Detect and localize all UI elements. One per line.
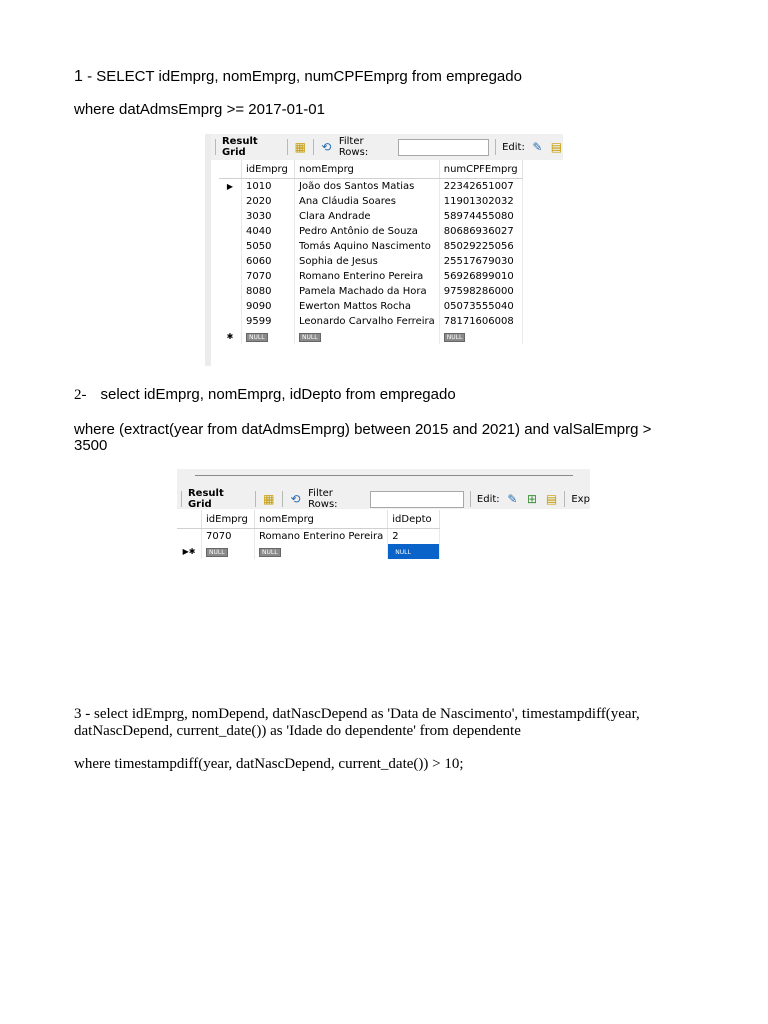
cell-nomEmprg[interactable]: Sophia de Jesus bbox=[295, 254, 440, 269]
toolbar-separator bbox=[181, 491, 182, 507]
table-row[interactable] bbox=[219, 254, 522, 269]
filter-rows-label: Filter Rows: bbox=[338, 136, 369, 158]
cell-nomEmprg[interactable]: Clara Andrade bbox=[295, 209, 440, 224]
table-row[interactable] bbox=[219, 314, 522, 329]
cell-nomEmprg[interactable]: João dos Santos Matias bbox=[295, 179, 440, 195]
null-badge: NULL bbox=[246, 333, 268, 342]
add-row-icon[interactable]: ▤ bbox=[550, 139, 563, 154]
cell-nomEmprg[interactable]: Pedro Antônio de Souza bbox=[295, 224, 440, 239]
form-view-icon[interactable]: ▦ bbox=[294, 139, 306, 154]
query-1-number: 1 bbox=[74, 68, 83, 85]
null-badge: NULL bbox=[206, 548, 228, 557]
add-row-icon[interactable]: ⊞ bbox=[526, 491, 538, 506]
cell-null-selected[interactable] bbox=[388, 544, 440, 559]
result-grid-panel-1 bbox=[205, 134, 563, 366]
cell-idEmprg[interactable]: 6060 bbox=[242, 254, 295, 269]
cell-numCPFEmprg[interactable]: 80686936027 bbox=[439, 224, 522, 239]
toolbar-separator bbox=[215, 139, 216, 155]
query-2-line-1 bbox=[74, 386, 456, 404]
cell-idEmprg[interactable]: 7070 bbox=[202, 529, 255, 545]
refresh-icon[interactable]: ⟲ bbox=[321, 139, 332, 154]
cell-idEmprg[interactable]: 5050 bbox=[242, 239, 295, 254]
null-badge: NULL bbox=[392, 548, 414, 557]
cell-idEmprg[interactable]: 9599 bbox=[242, 314, 295, 329]
result-grid-panel-2 bbox=[177, 469, 590, 560]
cell-numCPFEmprg[interactable]: 56926899010 bbox=[439, 269, 522, 284]
cell-idEmprg[interactable]: 2020 bbox=[242, 194, 295, 209]
grid-1-toolbar bbox=[211, 134, 563, 160]
query-1-line-2: where datAdmsEmprg >= 2017-01-01 bbox=[74, 101, 325, 118]
cell-nomEmprg[interactable]: Romano Enterino Pereira bbox=[295, 269, 440, 284]
table-row[interactable] bbox=[219, 269, 522, 284]
query-2-line-2: where (extract(year from datAdmsEmprg) between 2015 and 2021) and valSalEmprg > bbox=[74, 421, 652, 438]
new-row[interactable] bbox=[219, 329, 522, 344]
cell-nomEmprg[interactable]: Ewerton Mattos Rocha bbox=[295, 299, 440, 314]
grid-2-top-rule bbox=[195, 475, 573, 476]
cell-numCPFEmprg[interactable]: 78171606008 bbox=[439, 314, 522, 329]
row-indicator-header bbox=[219, 160, 242, 179]
cell-nomEmprg[interactable]: Pamela Machado da Hora bbox=[295, 284, 440, 299]
table-row[interactable] bbox=[177, 529, 440, 545]
table-row[interactable] bbox=[219, 224, 522, 239]
null-badge: NULL bbox=[444, 333, 466, 342]
cell-idEmprg[interactable]: 4040 bbox=[242, 224, 295, 239]
new-row-arrow-asterisk-icon: ▶✱ bbox=[177, 544, 202, 559]
row-indicator bbox=[219, 254, 242, 269]
null-badge: NULL bbox=[299, 333, 321, 342]
column-header-idEmprg[interactable]: idEmprg bbox=[202, 510, 255, 529]
grid-1-left-gutter bbox=[205, 134, 211, 366]
cell-null[interactable] bbox=[439, 329, 522, 344]
export-label[interactable]: Exp bbox=[571, 493, 590, 505]
current-row-arrow-icon: ▶ bbox=[219, 179, 242, 195]
cell-idEmprg[interactable]: 7070 bbox=[242, 269, 295, 284]
null-badge: NULL bbox=[259, 548, 281, 557]
cell-numCPFEmprg[interactable]: 85029225056 bbox=[439, 239, 522, 254]
cell-numCPFEmprg[interactable]: 05073555040 bbox=[439, 299, 522, 314]
cell-nomEmprg[interactable]: Tomás Aquino Nascimento bbox=[295, 239, 440, 254]
toolbar-separator bbox=[313, 139, 314, 155]
toolbar-separator bbox=[255, 491, 256, 507]
row-indicator-header bbox=[177, 510, 202, 529]
cell-null[interactable] bbox=[242, 329, 295, 344]
new-row[interactable] bbox=[177, 544, 440, 559]
query-3-line-3: where timestampdiff(year, datNascDepend, current_date()) > 10; bbox=[74, 756, 464, 772]
delete-row-icon[interactable]: ▤ bbox=[545, 491, 558, 506]
result-grid-tab[interactable]: Result Grid bbox=[187, 488, 224, 510]
table-row[interactable] bbox=[219, 299, 522, 314]
edit-label: Edit: bbox=[476, 493, 500, 505]
cell-null[interactable] bbox=[202, 544, 255, 559]
column-header-numCPFEmprg[interactable]: numCPFEmprg bbox=[439, 160, 522, 179]
toolbar-separator bbox=[470, 491, 471, 507]
table-row[interactable] bbox=[219, 239, 522, 254]
toolbar-separator bbox=[495, 139, 496, 155]
row-indicator bbox=[219, 299, 242, 314]
cell-numCPFEmprg[interactable]: 25517679030 bbox=[439, 254, 522, 269]
column-header-idDepto[interactable]: idDepto bbox=[388, 510, 440, 529]
table-row[interactable] bbox=[219, 284, 522, 299]
table-row[interactable] bbox=[219, 179, 522, 195]
edit-label: Edit: bbox=[502, 141, 525, 153]
edit-row-icon[interactable]: ✎ bbox=[532, 139, 543, 154]
form-view-icon[interactable]: ▦ bbox=[263, 491, 275, 506]
cell-idEmprg[interactable]: 9090 bbox=[242, 299, 295, 314]
cell-nomEmprg[interactable]: Leonardo Carvalho Ferreira bbox=[295, 314, 440, 329]
cell-numCPFEmprg[interactable]: 97598286000 bbox=[439, 284, 522, 299]
grid-2-top-strip bbox=[177, 469, 590, 489]
result-grid-tab[interactable]: Result Grid bbox=[221, 136, 258, 158]
refresh-icon[interactable]: ⟲ bbox=[290, 491, 301, 506]
table-row[interactable] bbox=[219, 194, 522, 209]
toolbar-separator bbox=[282, 491, 283, 507]
toolbar-separator bbox=[564, 491, 565, 507]
edit-row-icon[interactable]: ✎ bbox=[507, 491, 518, 506]
row-indicator bbox=[219, 284, 242, 299]
cell-nomEmprg[interactable]: Romano Enterino Pereira bbox=[255, 529, 388, 545]
grid-2-toolbar bbox=[177, 489, 590, 509]
row-indicator bbox=[219, 194, 242, 209]
grid-1-header-row bbox=[219, 160, 522, 179]
filter-rows-label: Filter Rows: bbox=[308, 488, 338, 510]
cell-null[interactable] bbox=[295, 329, 440, 344]
table-row[interactable] bbox=[219, 209, 522, 224]
row-indicator bbox=[219, 224, 242, 239]
query-2-text: select idEmprg, nomEmprg, idDepto from empregado bbox=[100, 386, 456, 403]
query-2-number: 2- bbox=[74, 387, 87, 403]
cell-idEmprg[interactable]: 3030 bbox=[242, 209, 295, 224]
column-header-idEmprg[interactable]: idEmprg bbox=[242, 160, 295, 179]
query-3-line-2: datNascDepend, current_date()) as 'Idade do dependente' from dependente bbox=[74, 723, 521, 739]
filter-rows-input[interactable] bbox=[398, 139, 489, 156]
cell-idEmprg[interactable]: 8080 bbox=[242, 284, 295, 299]
row-indicator bbox=[219, 269, 242, 284]
column-header-nomEmprg[interactable]: nomEmprg bbox=[295, 160, 440, 179]
filter-rows-input[interactable] bbox=[370, 491, 464, 508]
query-3-line-1: 3 - select idEmprg, nomDepend, datNascDepend as 'Data de Nascimento', timestampdiff(year, bbox=[74, 706, 640, 722]
query-1-text: - SELECT idEmprg, nomEmprg, numCPFEmprg from empregado bbox=[82, 68, 522, 85]
new-row-asterisk-icon: ✱ bbox=[219, 329, 242, 344]
column-header-nomEmprg[interactable]: nomEmprg bbox=[255, 510, 388, 529]
cell-idDepto[interactable]: 2 bbox=[388, 529, 440, 545]
grid-1-table bbox=[219, 160, 523, 344]
cell-numCPFEmprg[interactable]: 22342651007 bbox=[439, 179, 522, 195]
row-indicator bbox=[219, 209, 242, 224]
cell-null[interactable] bbox=[255, 544, 388, 559]
row-indicator bbox=[219, 239, 242, 254]
cell-idEmprg[interactable]: 1010 bbox=[242, 179, 295, 195]
query-1-line-1 bbox=[74, 68, 522, 86]
row-indicator bbox=[219, 314, 242, 329]
grid-2-table bbox=[177, 510, 440, 559]
grid-2-header-row bbox=[177, 510, 440, 529]
cell-numCPFEmprg[interactable]: 11901302032 bbox=[439, 194, 522, 209]
toolbar-separator bbox=[287, 139, 288, 155]
cell-nomEmprg[interactable]: Ana Cláudia Soares bbox=[295, 194, 440, 209]
row-indicator bbox=[177, 529, 202, 545]
query-2-line-3: 3500 bbox=[74, 437, 108, 454]
cell-numCPFEmprg[interactable]: 58974455080 bbox=[439, 209, 522, 224]
